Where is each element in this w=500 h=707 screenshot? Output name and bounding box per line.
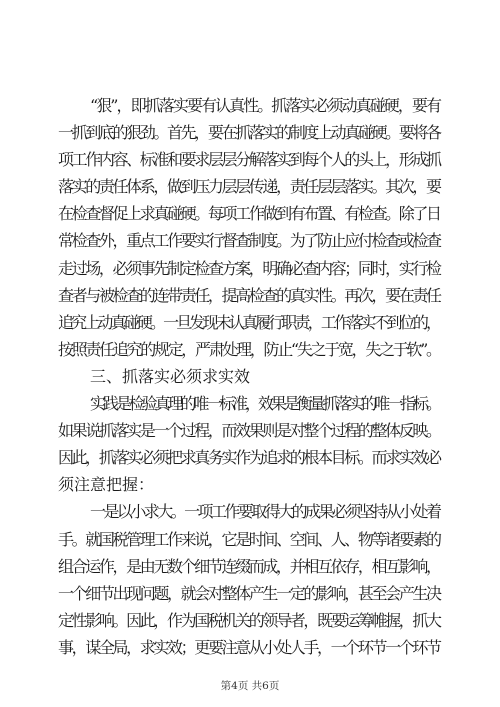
section-heading: 三、抓落实必须求实效 (90, 366, 251, 386)
text-line: 手。就国税管理工作来说，它是时间、空间、人、物等诸要素的 (58, 529, 440, 549)
text-line: 一抓到底的狠劲。首先，要在抓落实的制度上动真碰硬。要将各 (58, 123, 440, 143)
text-line: 须注意把握： (58, 475, 155, 495)
text-line: 因此，抓落实必须把求真务实作为追求的根本目标。而求实效必 (58, 448, 440, 468)
text-line: 实践是检验真理的唯一标准，效果是衡量抓落实的唯一指标。 (90, 394, 439, 414)
text-line: 如果说抓落实是一个过程，而效果则是对整个过程的整体反映。 (58, 421, 440, 441)
text-line: 追究上动真碰硬。一旦发现未认真履行职责，工作落实不到位的， (58, 312, 440, 332)
body-text (58, 92, 442, 661)
text-line: 在检查督促上求真碰硬。每项工作做到有布置、有检查。除了日 (58, 204, 440, 224)
text-line: 走过场，必须事先制定检查方案，明确必查内容；同时，实行检 (58, 258, 440, 278)
page-footer: 第4页 共6页 (220, 680, 280, 692)
text-line: 一个细节出现问题，就会对整体产生一定的影响，甚至会产生决 (58, 583, 440, 603)
text-line: 按照责任追究的规定，严肃处理，防止“失之于宽，失之于软”。 (58, 339, 440, 359)
text-line: 项工作内容、标准和要求层层分解落实到每个人的头上，形成抓 (58, 150, 440, 170)
text-line: 查者与被检查的连带责任，提高检查的真实性。再次，要在责任 (58, 285, 440, 305)
text-line: 定性影响。因此，作为国税机关的领导者，既要运筹帷握，抓大 (58, 610, 440, 630)
text-line: 事，谋全局，求实效；更要注意从小处人手，一个环节一个环节 (58, 637, 440, 657)
text-line: “狠”，即抓落实要有认真性。抓落实必须动真碰硬，要有 (90, 96, 441, 115)
text-line: 常检查外，重点工作要实行督查制度。为了防止应付检查或检查 (58, 231, 440, 251)
text-line: 落实的责任体系，做到压力层层传递，责任层层落实。其次，要 (58, 177, 440, 197)
text-line: 组合运作，是由无数个细节连缀而成，并相互依存，相互影响， (58, 556, 440, 576)
text-line: 一是以小求大。一项工作要取得大的成果必须坚持从小处着 (90, 502, 440, 522)
